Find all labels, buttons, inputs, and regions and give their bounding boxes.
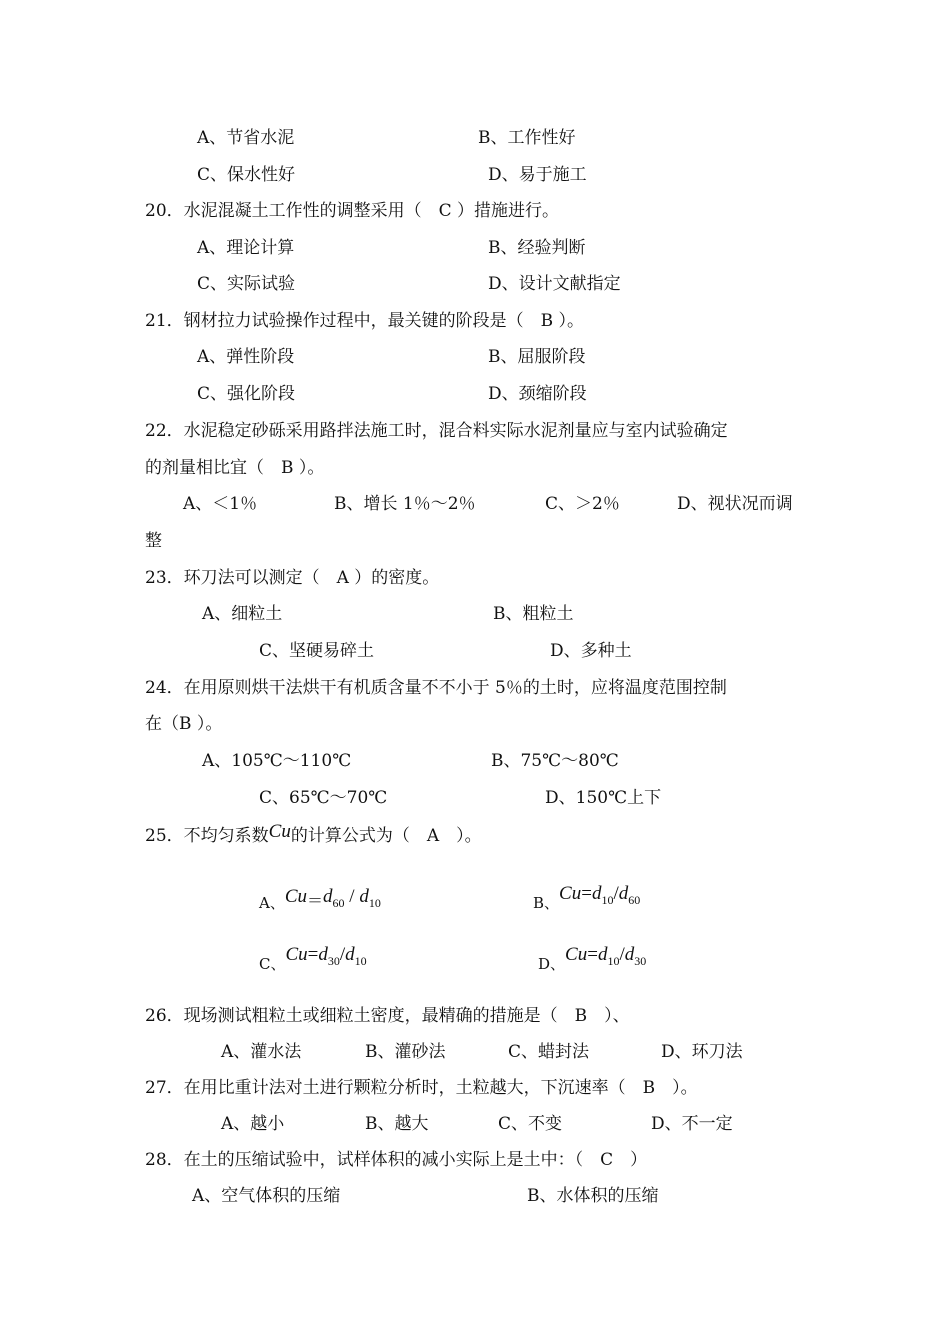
q22-option-c: C、＞2％: [545, 494, 620, 514]
q22-stem-line1: 22．水泥稳定砂砾采用路拌法施工时，混合料实际水泥剂量应与室内试验确定: [145, 421, 728, 441]
q25-stem-pre: 25．不均匀系数: [145, 826, 269, 846]
q25-option-c-den: [345, 944, 367, 968]
q23-option-a: A、细粒土: [202, 604, 283, 624]
q22-option-d-wrap: 整: [145, 531, 162, 551]
q26-option-b: B、灌砂法: [365, 1042, 446, 1062]
q25-option-c: C、$Cu=d_{30}/d_{10}$: [259, 944, 367, 973]
q25-option-c-eq: =: [307, 944, 319, 965]
q25-option-c-num-sym: d: [318, 944, 328, 965]
q28-option-a: A、空气体积的压缩: [192, 1186, 341, 1206]
q19-option-a: A、节省水泥: [197, 128, 295, 148]
q25-option-d-den: [624, 944, 647, 968]
q25-stem: [145, 821, 482, 847]
q20-option-a: A、理论计算: [197, 238, 295, 258]
q25-option-d-label: D、: [538, 955, 566, 973]
q21-option-b: B、屈服阶段: [488, 347, 586, 367]
q26-stem: 26．现场测试粗粒土或细粒土密度，最精确的措施是（ B ）、: [145, 1006, 630, 1026]
q23-option-c: C、坚硬易碎土: [259, 641, 375, 661]
q25-option-b-lhs: Cu: [559, 883, 582, 904]
q22-option-d: D、视状况而调: [677, 494, 793, 514]
q21-option-a: A、弹性阶段: [197, 347, 295, 367]
q22-stem-line2: 的剂量相比宜（ B ）。: [145, 458, 325, 478]
q25-option-b-num: [591, 883, 614, 907]
q24-option-b: B、75℃～80℃: [491, 751, 619, 771]
q25-option-c-den-sub: 10: [354, 954, 367, 968]
q24-option-a: A、105℃～110℃: [202, 751, 352, 771]
q26-option-d: D、环刀法: [661, 1042, 743, 1062]
q24-stem-line1: 24．在用原则烘干法烘干有机质含量不不小于 5％的土时，应将温度范围控制: [145, 678, 727, 698]
q25-option-a-num-sym: d: [323, 886, 333, 907]
q24-stem-line2: 在（B ）。: [145, 714, 223, 734]
q27-option-c: C、不变: [498, 1114, 563, 1134]
q28-option-b: B、水体积的压缩: [527, 1186, 659, 1206]
q25-option-c-lhs: Cu: [285, 944, 308, 965]
q25-option-c-label: C、: [259, 955, 286, 973]
q24-option-d: D、150℃上下: [545, 788, 662, 808]
q19-option-d: D、易于施工: [488, 165, 587, 185]
q20-option-d: D、设计文献指定: [488, 274, 621, 294]
q23-option-d: D、多种土: [550, 641, 632, 661]
q25-option-b-num-sub: 10: [601, 893, 614, 907]
q27-option-b: B、越大: [365, 1114, 429, 1134]
q26-option-c: C、蜡封法: [508, 1042, 590, 1062]
q20-option-b: B、经验判断: [488, 238, 586, 258]
q25-option-d-num: [597, 944, 620, 968]
q25-option-a: A、$Cu=d_{60} / d_{10}$: [259, 886, 381, 912]
q25-option-b-den: [618, 883, 641, 907]
q23-option-b: B、粗粒土: [493, 604, 574, 624]
q23-stem: 23．环刀法可以测定（ A ）的密度。: [145, 568, 440, 588]
q21-option-d: D、颈缩阶段: [488, 384, 587, 404]
q22-option-a: A、＜1％: [183, 494, 258, 514]
q26-option-a: A、灌水法: [221, 1042, 302, 1062]
q25-option-a-num: [323, 886, 345, 910]
q25-option-a-den: [359, 886, 381, 910]
q19-option-b: B、工作性好: [478, 128, 576, 148]
q25-option-d-den-sub: 30: [634, 954, 647, 968]
q25-option-b-eq: =: [581, 883, 592, 904]
q27-stem: 27．在用比重计法对土进行颗粒分析时，土粒越大，下沉速率（ B ）。: [145, 1078, 698, 1098]
q20-stem: 20．水泥混凝土工作性的调整采用（ C ）措施进行。: [145, 201, 560, 221]
q21-stem: 21．钢材拉力试验操作过程中，最关键的阶段是（ B ）。: [145, 311, 585, 331]
q21-option-c: C、强化阶段: [197, 384, 296, 404]
q25-option-d-den-sym: d: [624, 944, 635, 965]
q25-option-b-den-sym: d: [618, 883, 629, 904]
q20-option-c: C、实际试验: [197, 274, 296, 294]
q25-option-c-num: [318, 944, 340, 968]
q27-option-d: D、不一定: [651, 1114, 733, 1134]
q25-option-a-label: A、: [259, 894, 285, 912]
q25-option-c-den-sym: d: [345, 944, 355, 965]
q25-stem-symbol: Cu: [268, 821, 291, 842]
q25-option-d-num-sym: d: [597, 944, 608, 965]
q25-option-b-den-sub: 60: [628, 893, 641, 907]
q25-option-b: B、$Cu=d_{10}/d_{60}$: [533, 883, 641, 912]
q25-option-a-den-sym: d: [359, 886, 369, 907]
q25-option-d-eq: =: [587, 944, 598, 965]
q25-option-b-num-sym: d: [591, 883, 602, 904]
q25-option-d-num-sub: 10: [607, 954, 620, 968]
q25-option-a-eq: ＝: [307, 891, 324, 910]
q19-option-c: C、保水性好: [197, 165, 296, 185]
q25-option-a-lhs: Cu: [284, 886, 308, 907]
q25-stem-post: 的计算公式为（ A ）。: [290, 826, 482, 846]
q27-option-a: A、越小: [221, 1114, 285, 1134]
q25-option-a-num-sub: 60: [332, 896, 345, 910]
q25-option-b-label: B、: [533, 894, 560, 912]
q24-option-c: C、65℃～70℃: [259, 788, 388, 808]
q28-stem: 28．在土的压缩试验中，试样体积的减小实际上是土中：（ C ）: [145, 1150, 648, 1170]
q25-option-a-den-sub: 10: [368, 896, 381, 910]
q25-option-d-lhs: Cu: [565, 944, 588, 965]
q25-option-d: D、$Cu=d_{10}/d_{30}$: [538, 944, 647, 973]
q22-option-b: B、增长 1％～2％: [334, 494, 476, 514]
q25-option-c-num-sub: 30: [327, 954, 340, 968]
